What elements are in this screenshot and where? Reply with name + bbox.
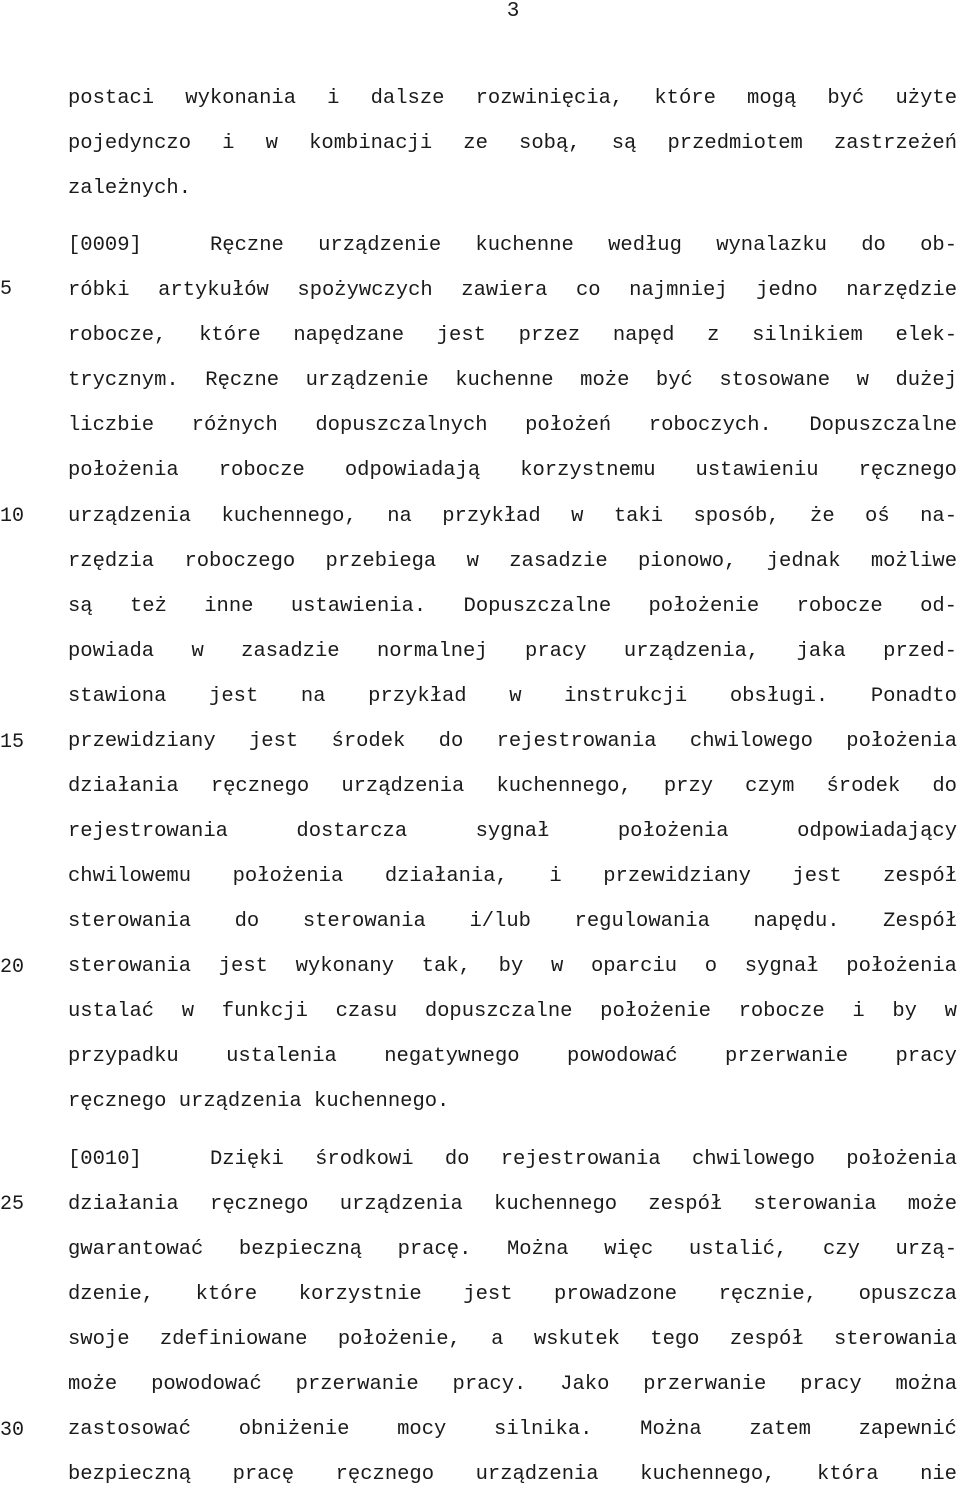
text-line: robocze, które napędzane jest przez napęd z silnikiem elek-	[68, 324, 957, 347]
text-line: chwilowemu położenia działania, i przewidziany jest zespół	[68, 865, 957, 888]
text-line: liczbie różnych dopuszczalnych położeń roboczych. Dopuszczalne	[68, 414, 957, 437]
paragraph-first-line	[68, 231, 957, 261]
text-line: sterowania do sterowania i/lub regulowania napędu. Zespół	[68, 910, 957, 933]
text-line: przypadku ustalenia negatywnego powodować przerwanie pracy	[68, 1045, 957, 1068]
paragraph-first-line	[68, 1145, 957, 1175]
text-line: Dzięki środkowi do rejestrowania chwilowego położenia	[210, 1148, 957, 1171]
line-number-30: 30	[0, 1419, 25, 1442]
text-line: ustalać w funkcji czasu dopuszczalne położenie robocze i by w	[68, 1000, 957, 1023]
text-line: ręcznego urządzenia kuchennego.	[68, 1090, 450, 1113]
text-line: gwarantować bezpieczną pracę. Można więc ustalić, czy urzą-	[68, 1238, 957, 1261]
text-line: urządzenia kuchennego, na przykład w taki sposób, że oś na-	[68, 505, 957, 528]
text-line: róbki artykułów spożywczych zawiera co najmniej jedno narzędzie	[68, 279, 957, 302]
text-line: działania ręcznego urządzenia kuchennego zespół sterowania może	[68, 1193, 957, 1216]
text-line: są też inne ustawienia. Dopuszczalne położenie robocze od-	[68, 595, 957, 618]
page-number: 3	[506, 0, 520, 23]
text-line: zastosować obniżenie mocy silnika. Można zatem zapewnić	[68, 1418, 957, 1441]
text-line: położenia robocze odpowiadają korzystnemu ustawieniu ręcznego	[68, 459, 957, 482]
text-line: stawiona jest na przykład w instrukcji obsługi. Ponadto	[68, 685, 957, 708]
text-line: pojedynczo i w kombinacji ze sobą, są przedmiotem zastrzeżeń	[68, 132, 957, 155]
text-line: rejestrowania dostarcza sygnał położenia odpowiadający	[68, 820, 957, 843]
text-line: może powodować przerwanie pracy. Jako przerwanie pracy można	[68, 1373, 957, 1396]
text-line: zależnych.	[68, 177, 192, 200]
line-number-5: 5	[0, 278, 13, 301]
text-line: trycznym. Ręczne urządzenie kuchenne może być stosowane w dużej	[68, 369, 957, 392]
text-line: swoje zdefiniowane położenie, a wskutek tego zespół sterowania	[68, 1328, 957, 1351]
text-line: Ręczne urządzenie kuchenne według wynalazku do ob-	[210, 234, 957, 257]
text-line: działania ręcznego urządzenia kuchennego, przy czym środek do	[68, 775, 957, 798]
line-number-20: 20	[0, 956, 25, 979]
text-line: powiada w zasadzie normalnej pracy urządzenia, jaka przed-	[68, 640, 957, 663]
text-line: dzenie, które korzystnie jest prowadzone ręcznie, opuszcza	[68, 1283, 957, 1306]
line-number-column	[0, 0, 40, 1491]
text-line: rzędzia roboczego przebiega w zasadzie pionowo, jednak możliwe	[68, 550, 957, 573]
line-number-25: 25	[0, 1193, 25, 1216]
line-number-10: 10	[0, 505, 25, 528]
text-line: sterowania jest wykonany tak, by w oparciu o sygnał położenia	[68, 955, 957, 978]
paragraph-marker: [0009]	[68, 234, 142, 257]
text-line: postaci wykonania i dalsze rozwinięcia, które mogą być użyte	[68, 87, 957, 110]
paragraph-marker: [0010]	[68, 1148, 142, 1171]
text-line: przewidziany jest środek do rejestrowania chwilowego położenia	[68, 730, 957, 753]
text-line: bezpieczną pracę ręcznego urządzenia kuchennego, która nie	[68, 1463, 957, 1486]
line-number-15: 15	[0, 731, 25, 754]
